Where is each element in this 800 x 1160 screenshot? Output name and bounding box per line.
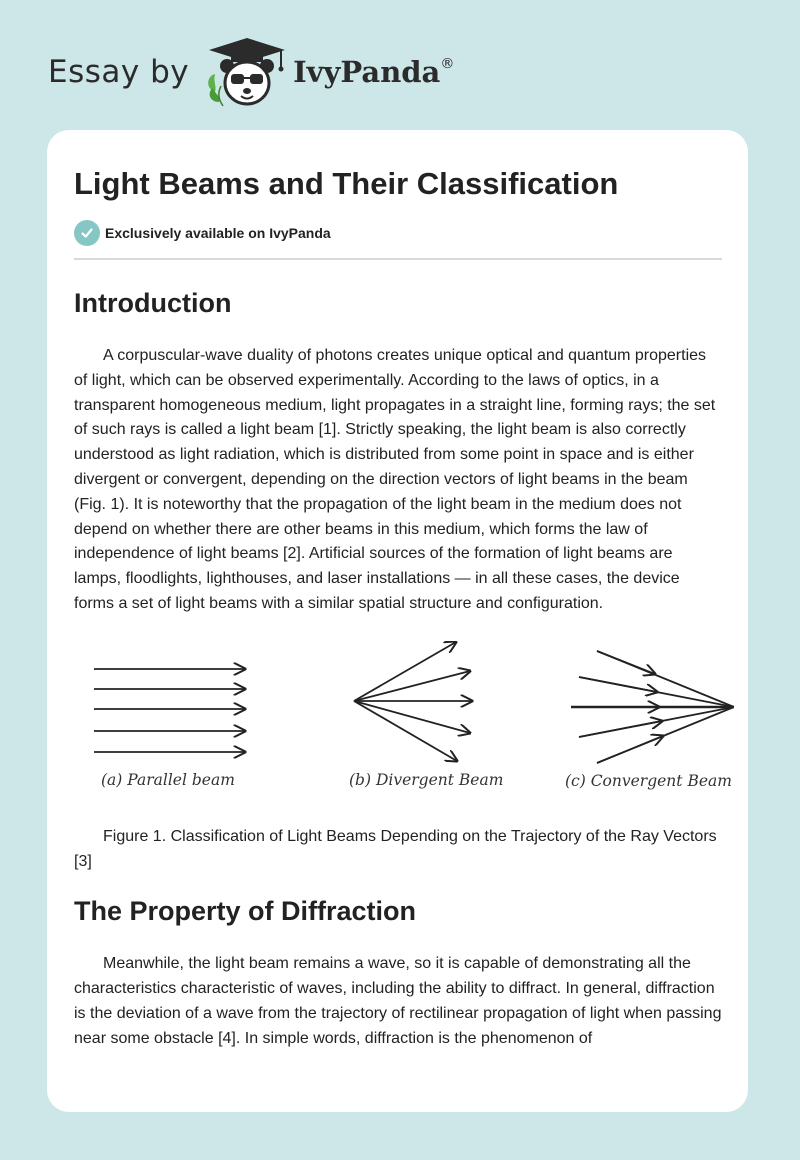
divider <box>74 258 722 260</box>
ray <box>354 701 457 761</box>
check-icon <box>74 220 100 246</box>
convergent-beam <box>571 651 734 763</box>
parallel-beam <box>94 669 245 752</box>
exclusive-badge <box>74 220 722 246</box>
diffraction-paragraph: Meanwhile, the light beam remains a wave, so it is capable of demonstrating all the characteristics characteristic of waves, including the ability to diffract. In general, diffraction is the deviation of a wave from the trajectory of rectilinear propagation of light when passing near some obstacle [4]. In simple words, diffraction is the phenomenon of <box>74 955 722 1047</box>
ray <box>354 642 456 701</box>
brand-name: IvyPanda® <box>293 55 455 89</box>
figure-light-beams <box>74 641 734 801</box>
page-title: Light Beams and Their Classification <box>74 166 619 201</box>
ray <box>354 701 470 733</box>
intro-paragraph: A corpuscular-wave duality of photons creates unique optical and quantum properties of light, which can be observed experimentally. According to the laws of optics, in a transparent homogeneous medium, light propagates in a straight line, forming rays; the set of such rays is called a light beam [1]. Strictly speaking, the light beam is also correctly understood as light radiation, which is distributed from some point in space and is either divergent or convergent, depending on the direction vectors of light beams in the beam (Fig. 1). It is noteworthy that the propagation of the light beam in the medium does not depend on whether there are other beams in this medium, which forms the law of independence of light beams [2]. Artificial sources of the formation of light beams are lamps, floodlights, lighthouses, and laser installations — in all these cases, the device forms a set of light beams with a similar spatial structure and configuration. <box>74 347 716 612</box>
label-parallel-beam: (a) Parallel beam <box>101 770 235 789</box>
ray <box>579 677 657 692</box>
section-heading-introduction: Introduction <box>74 288 232 318</box>
ray <box>597 736 663 763</box>
ray <box>579 721 662 737</box>
brand-header <box>48 36 454 108</box>
label-convergent-beam: (c) Convergent Beam <box>565 771 732 790</box>
ray <box>354 671 470 701</box>
figure-caption: Figure 1. Classification of Light Beams Depending on the Trajectory of the Ray Vectors [3] <box>74 827 717 870</box>
label-divergent-beam: (b) Divergent Beam <box>349 770 504 789</box>
essay-card <box>47 130 748 1112</box>
brand-prefix: Essay by <box>48 54 190 90</box>
divergent-beam <box>354 642 472 761</box>
badge-label: Exclusively available on IvyPanda <box>105 225 331 241</box>
section-heading-diffraction: The Property of Diffraction <box>74 896 417 927</box>
registered-mark: ® <box>440 56 455 72</box>
ray <box>597 651 655 674</box>
panda-logo-icon <box>201 36 293 108</box>
